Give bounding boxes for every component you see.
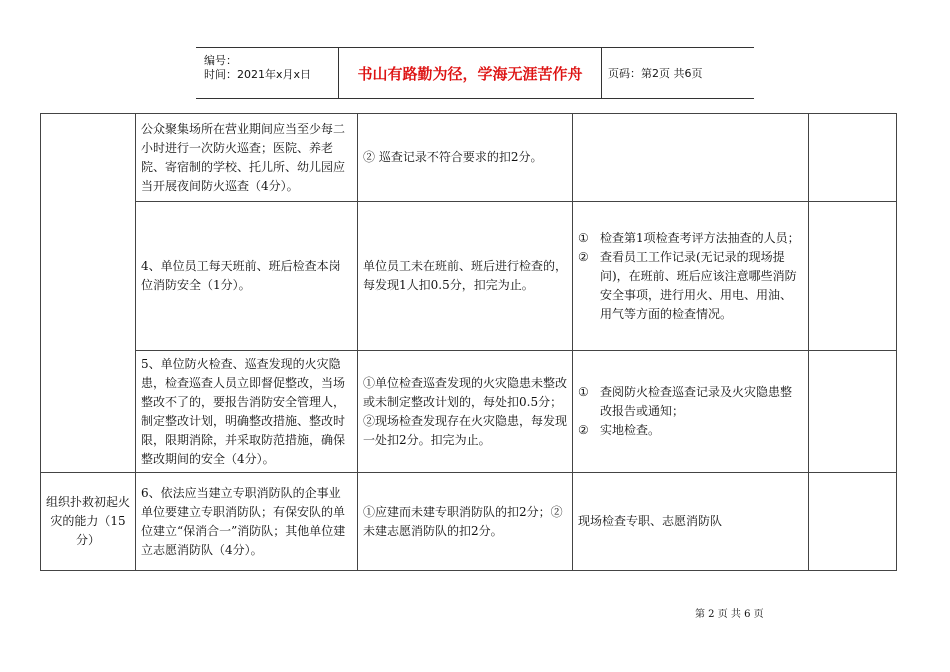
deduction-cell: ①单位检查巡查发现的火灾隐患未整改或未制定整改计划的，每处扣0.5分；②现场检查发现存在火灾隐患，每发现一处扣2分。扣完为止。 [358, 351, 573, 473]
list-item [578, 421, 803, 440]
header-meta-cell [196, 48, 339, 98]
time-label: 时间：2021年x月x日 [204, 68, 312, 81]
page-number-label: 页码：第2页 共6页 [608, 67, 703, 80]
category-cell [41, 114, 136, 473]
note-cell [809, 351, 897, 473]
assessment-table [40, 113, 897, 571]
list-text: 实地检查。 [600, 423, 661, 437]
deduction-cell: ② 巡查记录不符合要求的扣2分。 [358, 114, 573, 202]
method-list [578, 229, 803, 324]
table-row [41, 114, 897, 202]
list-marker: ① [578, 230, 589, 245]
method-cell [573, 202, 809, 351]
list-text: 查看员工工作记录(无记录的现场提问)，在班前、班后应该注意哪些消防安全事项，进行用火、用电、用油、用气等方面的检查情况。 [600, 249, 797, 321]
list-marker: ② [578, 249, 589, 264]
deduction-cell: 单位员工未在班前、班后进行检查的，每发现1人扣0.5分，扣完为止。 [358, 202, 573, 351]
page-footer: 第 2 页 共 6 页 [695, 609, 764, 620]
deduction-cell: ①应建而未建专职消防队的扣2分；②未建志愿消防队的扣2分。 [358, 473, 573, 571]
list-item [578, 248, 803, 324]
note-cell [809, 202, 897, 351]
note-cell [809, 114, 897, 202]
list-text: 查阅防火检查巡查记录及火灾隐患整改报告或通知； [600, 385, 793, 418]
content-cell: 6、依法应当建立专职消防队的企事业单位要建立专职消防队；有保安队的单位建立“保消合一”消防队；其他单位建立志愿消防队（4分）。 [136, 473, 358, 571]
method-list [578, 383, 803, 440]
header-motto-cell [339, 48, 602, 98]
motto-text: 书山有路勤为径，学海无涯苦作舟 [357, 64, 583, 83]
method-cell: 现场检查专职、志愿消防队 [573, 473, 809, 571]
table-row [41, 202, 897, 351]
header-page-cell [602, 48, 760, 98]
list-item [578, 383, 803, 421]
content-cell: 4、单位员工每天班前、班后检查本岗位消防安全（1分）。 [136, 202, 358, 351]
list-item [578, 229, 803, 248]
method-cell [573, 114, 809, 202]
table-row [41, 473, 897, 571]
note-cell [809, 473, 897, 571]
content-cell: 5、单位防火检查、巡查发现的火灾隐患，检查巡查人员立即督促整改，当场整改不了的，要报告消防安全管理人，制定整改计划，明确整改措施、整改时限，限期消除，并采取防范措施，确保整改期间的安全（4分）。 [136, 351, 358, 473]
list-text: 检查第1项检查考评方法抽查的人员； [600, 230, 800, 245]
list-marker: ② [578, 423, 589, 437]
list-marker: ① [578, 385, 589, 399]
table-row [41, 351, 897, 473]
content-cell: 公众聚集场所在营业期间应当至少每二小时进行一次防火巡查；医院、养老院、寄宿制的学校、托儿所、幼儿园应当开展夜间防火巡查（4分）。 [136, 114, 358, 202]
method-cell [573, 351, 809, 473]
category-cell: 组织扑救初起火灾的能力（15分） [41, 473, 136, 571]
page-header [196, 47, 754, 99]
code-label: 编号： [204, 54, 237, 67]
